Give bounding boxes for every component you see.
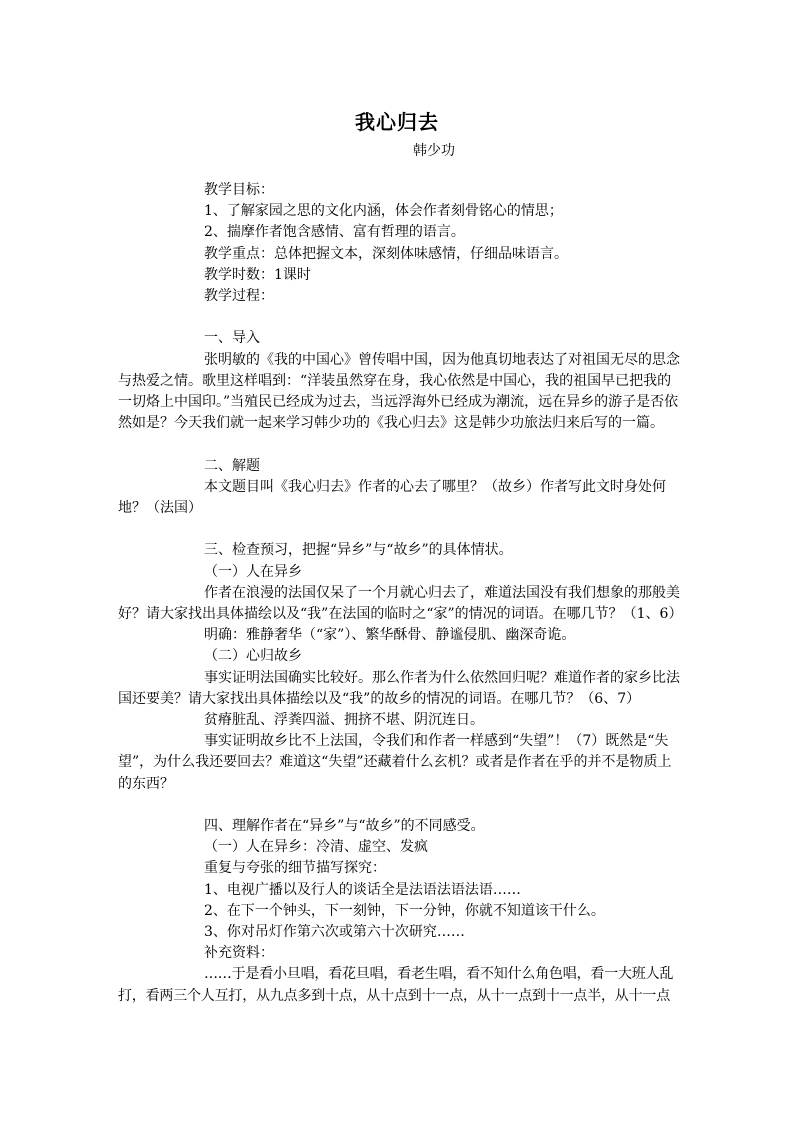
answer-text: 贫瘠脏乱、浮粪四溢、拥挤不堪、阴沉连日。: [204, 712, 484, 729]
answer-text: 明确：雅静奢华（“家”）、繁华酥骨、静谧侵肌、幽深奇诡。: [204, 627, 576, 644]
blank-line: [118, 795, 680, 816]
supplement-heading: 补充资料：: [204, 945, 274, 962]
section-intro: 重复与夸张的细节描写探究：: [204, 860, 386, 877]
list-item: 3、你对吊灯作第六次或第六十次研究……: [204, 924, 465, 941]
objectives-heading: 教学目标：: [204, 182, 274, 198]
key-points: 教学重点：总体把握文本，深刻体味感情，仔细品味语言。: [204, 245, 568, 262]
blank-line: [118, 434, 680, 455]
subsection-heading: （一）人在异乡：冷清、虚空、发疯: [204, 839, 428, 856]
teaching-hours: 教学时数：1课时: [204, 266, 311, 283]
subsection-heading: （二）心归故乡: [204, 648, 302, 665]
blank-line: [118, 519, 680, 540]
document-title: 我心归去: [355, 110, 439, 134]
objective-item: 2、揣摩作者饱含感情、富有哲理的语言。: [204, 224, 465, 241]
section-heading: 三、检查预习，把握“异乡”与“故乡”的具体情状。: [204, 542, 513, 559]
blank-line: [118, 307, 680, 328]
section-paragraph: 事实证明故乡比不上法国，令我们和作者一样感到“失望”！（7）既然是“失望”，为什么我还要回去？难道这“失望”还藏着什么玄机？或者是作者在乎的并不是物质上的东西？: [118, 733, 672, 792]
supplement-paragraph: ……于是看小旦唱，看花旦唱，看老生唱，看不知什么角色唱，看一大班人乱打，看两三个人互打，从九点多到十点，从十点到十一点，从十一点到十一点半，从十一点: [118, 966, 674, 1004]
objective-item: 1、了解家园之思的文化内涵，体会作者刻骨铭心的情思；: [204, 203, 563, 220]
document-author: 韩少功: [413, 143, 455, 159]
section-paragraph: 张明敏的《我的中国心》曾传唱中国，因为他真切地表达了对祖国无尽的思念与热爱之情。歌里这样唱到：“洋装虽然穿在身，我心依然是中国心，我的祖国早已把我的一切烙上中国印。”当殖民已经成为过去，当远浮海外已经成为潮流，远在异乡的游子是否依然如是？今天我们就一起来学习韩少功的《我心归去》这是韩少功旅法归来后写的一篇。: [118, 351, 680, 432]
section-heading: 一、导入: [204, 330, 260, 347]
section-paragraph: 作者在浪漫的法国仅呆了一个月就心归去了，难道法国没有我们想象的那般美好？请大家找出具体描绘以及“我”在法国的临时之“家”的情况的词语。在哪几节？（1、6）: [118, 584, 683, 623]
section-heading: 四、理解作者在“异乡”与“故乡”的不同感受。: [204, 818, 485, 835]
subsection-heading: （一）人在异乡: [204, 563, 302, 580]
process-heading: 教学过程：: [204, 288, 274, 305]
document-body: [118, 180, 683, 1007]
list-item: 1、电视广播以及行人的谈话全是法语法语法语……: [204, 881, 521, 898]
section-heading: 二、解题: [204, 457, 260, 474]
section-paragraph: 事实证明法国确实比较好。那么作者为什么依然回归呢？难道作者的家乡比法国还要美？请大家找出具体描绘以及“我”的故乡的情况的词语。在哪几节？（6、7）: [118, 669, 680, 707]
section-paragraph: 本文题目叫《我心归去》作者的心去了哪里？（故乡）作者写此文时身处何地？（法国）: [118, 478, 666, 517]
list-item: 2、在下一个钟头，下一刻钟，下一分钟，你就不知道该干什么。: [204, 902, 605, 919]
